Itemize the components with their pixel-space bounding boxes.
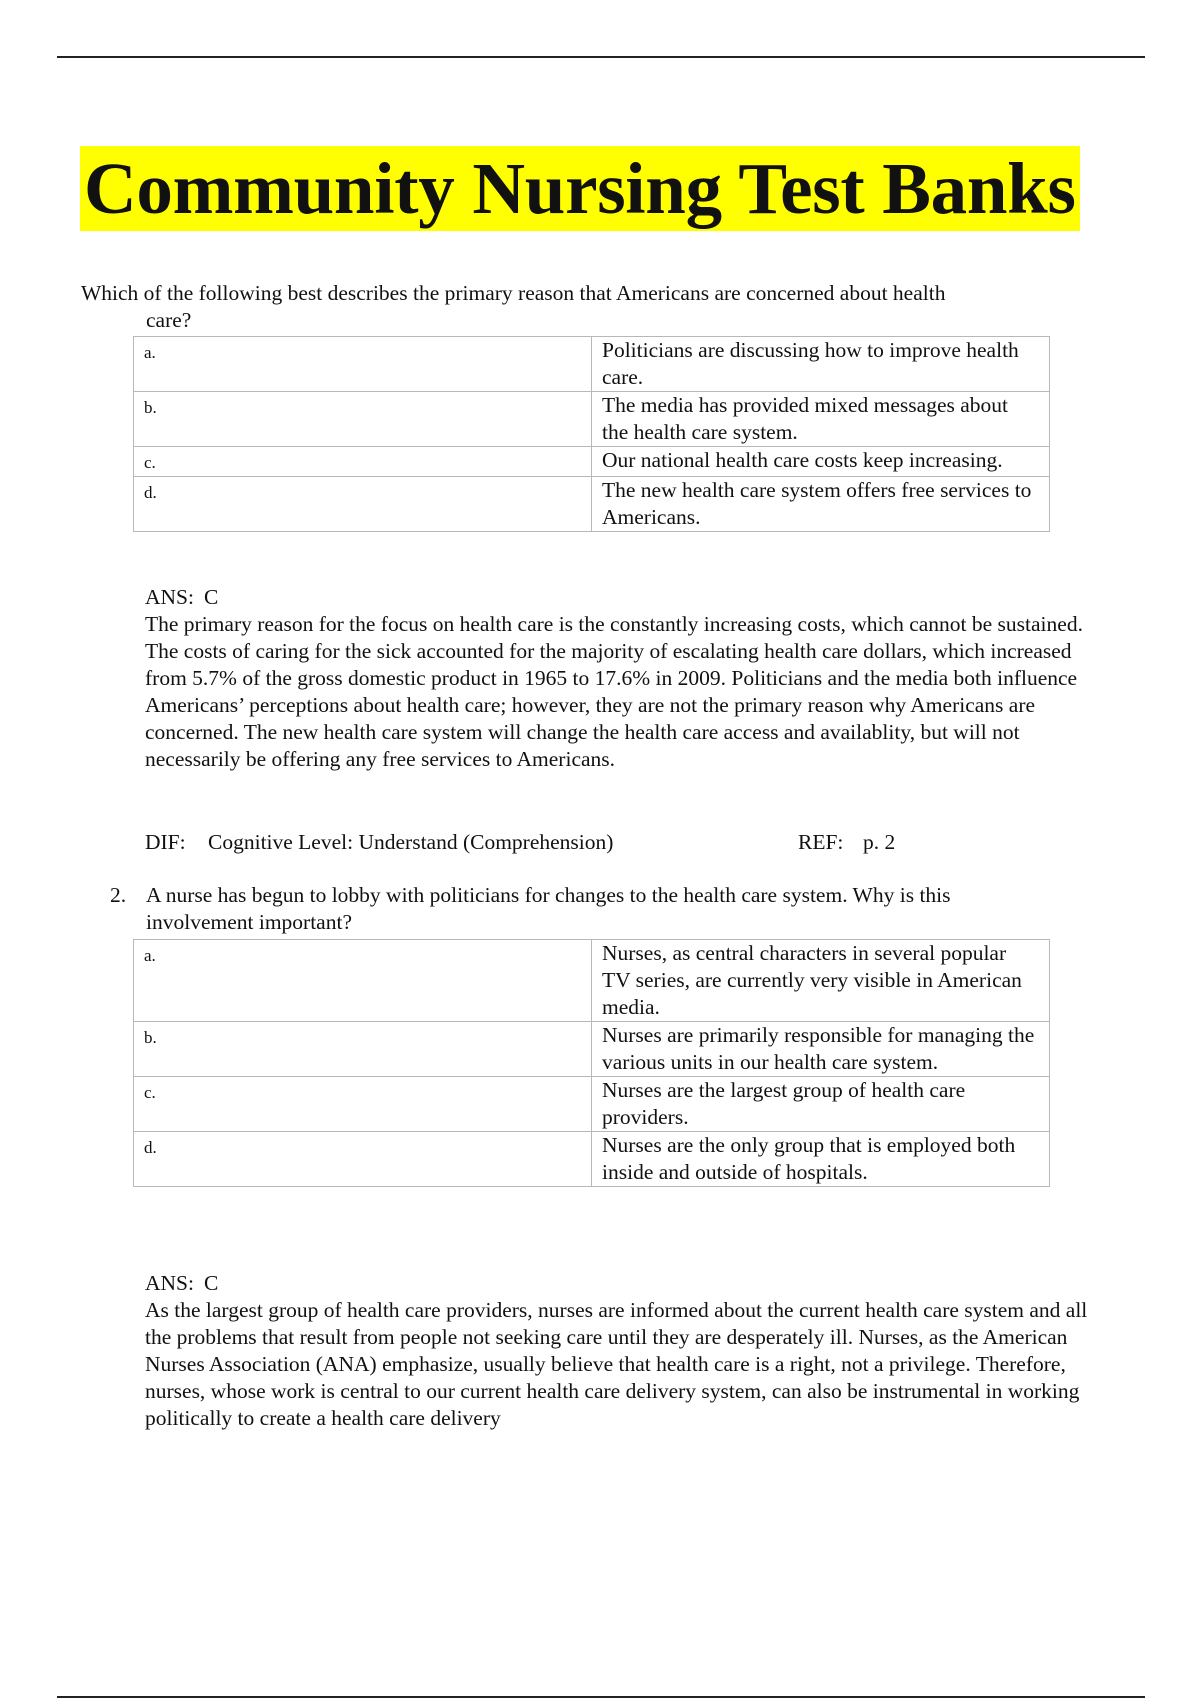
choice-text: Nurses, as central characters in several popular TV series, are currently very visible in American media. [592, 940, 1050, 1022]
answer-line [145, 1270, 1090, 1297]
bottom-rule [57, 1696, 1145, 1698]
top-rule [57, 56, 1145, 58]
question-2-text: A nurse has begun to lobby with politicians for changes to the health care system. Why is this [146, 883, 951, 907]
dif-value: Cognitive Level: Understand (Comprehension) [208, 830, 614, 854]
question-1-line-1: Which of the following best describes the primary reason that Americans are concerned about health [81, 281, 946, 305]
choice-text: The media has provided mixed messages about the health care system. [592, 392, 1050, 447]
answer-value: C [203, 1271, 219, 1295]
question-2-line-1 [110, 882, 1110, 909]
choice-text: Our national health care costs keep increasing. [592, 447, 1050, 477]
answer-rationale: The primary reason for the focus on health care is the constantly increasing costs, which cannot be sustained. The costs of caring for the sick accounted for the majority of escalating health care dollars, which increased from 5.7% of the gross domestic product in 1965 to 17.6% in 2009. Politicians and the media both influence Americans’ perceptions about health care; however, they are not the primary reason why Americans are concerned. The new health care system will change the health care access and availablity, but will not necessarily be offering any free services to Americans. [145, 612, 1083, 771]
choice-text: Nurses are the only group that is employed both inside and outside of hospitals. [592, 1132, 1050, 1187]
question-1-metadata [145, 829, 1045, 856]
choice-text: The new health care system offers free services to Americans. [592, 477, 1050, 532]
table-row [134, 1077, 1050, 1132]
choice-text: Politicians are discussing how to improve health care. [592, 337, 1050, 392]
question-2-answer [145, 1270, 1090, 1432]
question-1-line-2: care? [146, 308, 192, 332]
choice-letter: b. [134, 1022, 592, 1077]
choice-letter: c. [134, 447, 592, 477]
dif-label: DIF: [145, 830, 186, 854]
question-2 [110, 882, 1110, 936]
table-row [134, 1022, 1050, 1077]
choice-letter: c. [134, 1077, 592, 1132]
question-number: 2. [110, 883, 127, 907]
table-row [134, 940, 1050, 1022]
answer-label: ANS: [145, 585, 194, 609]
question-1 [81, 280, 1081, 334]
choice-letter: a. [134, 337, 592, 392]
question-2-choices-table [133, 939, 1050, 1187]
table-row [134, 447, 1050, 477]
choice-text: Nurses are the largest group of health care providers. [592, 1077, 1050, 1132]
ref-value: p. 2 [863, 830, 896, 854]
answer-value: C [203, 585, 219, 609]
answer-line [145, 584, 1090, 611]
table-row [134, 392, 1050, 447]
choice-text: Nurses are primarily responsible for managing the various units in our health care system. [592, 1022, 1050, 1077]
table-row [134, 477, 1050, 532]
choice-letter: d. [134, 1132, 592, 1187]
choice-letter: d. [134, 477, 592, 532]
choice-letter: b. [134, 392, 592, 447]
answer-rationale: As the largest group of health care providers, nurses are informed about the current health care system and all the problems that result from people not seeking care until they are desperately ill. Nurses, as the American Nurses Association (ANA) emphasize, usually believe that health care is a right, not a privilege. Therefore, nurses, whose work is central to our current health care delivery system, can also be instrumental in working politically to create a health care delivery [145, 1298, 1088, 1430]
answer-label: ANS: [145, 1271, 194, 1295]
question-1-choices-table [133, 336, 1050, 532]
question-1-answer [145, 584, 1090, 773]
document-title: Community Nursing Test Banks [80, 146, 1080, 231]
table-row [134, 337, 1050, 392]
table-row [134, 1132, 1050, 1187]
choice-letter: a. [134, 940, 592, 1022]
ref-label: REF: [798, 830, 844, 854]
question-2-line-2: involvement important? [146, 910, 352, 934]
